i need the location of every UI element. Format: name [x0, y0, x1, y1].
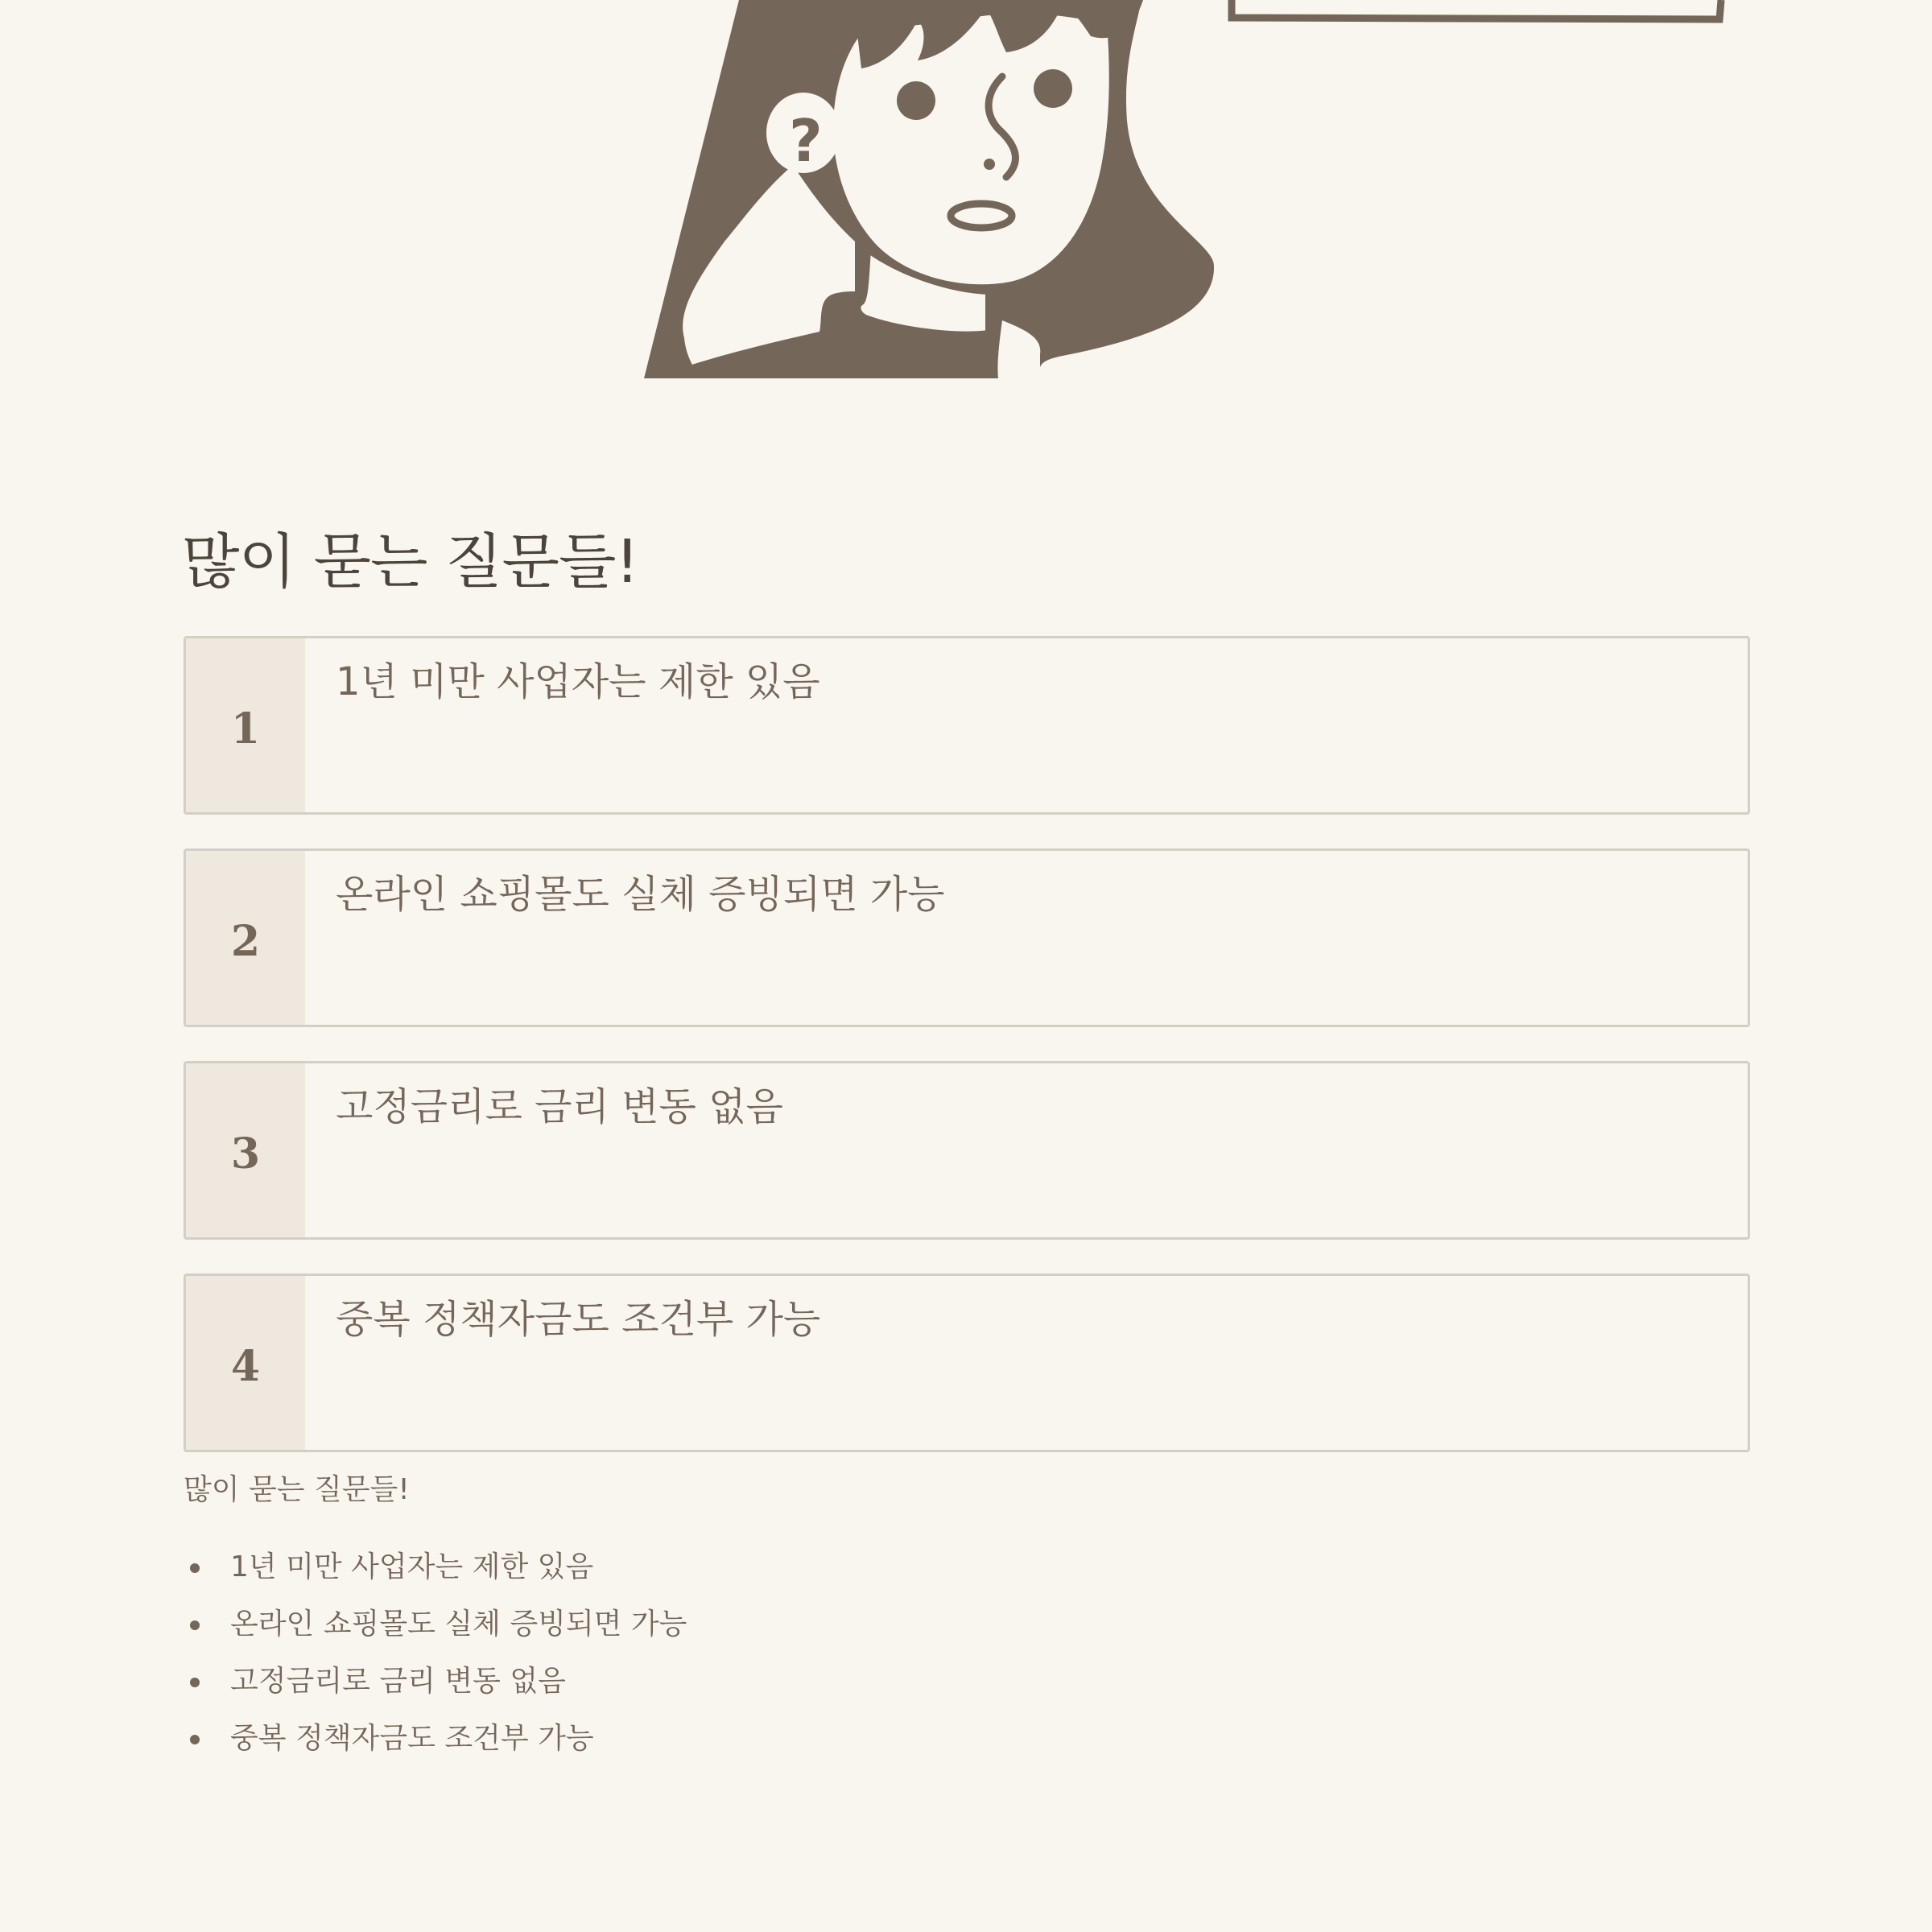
- summary-list: [184, 1547, 687, 1776]
- faq-answer: 고정금리로 금리 변동 없음: [336, 1084, 783, 1129]
- bullet-icon: [190, 1620, 200, 1630]
- right-eye: [1034, 69, 1072, 108]
- mouth-shape: [951, 204, 1012, 228]
- list-item-text: 중복 정책자금도 조건부 가능: [230, 1722, 594, 1755]
- list-item-text: 고정금리로 금리 변동 없음: [230, 1665, 566, 1698]
- confused-woman-illustration: [0, 0, 1932, 378]
- list-item: [184, 1547, 687, 1587]
- faq-list: [184, 636, 1750, 1486]
- left-eye: [897, 81, 935, 120]
- faq-answer: 중복 정책자금도 조건부 가능: [336, 1297, 821, 1342]
- faq-answer: 1년 미만 사업자는 제한 있음: [336, 659, 820, 704]
- list-item-text: 1년 미만 사업자는 제한 있음: [230, 1550, 594, 1583]
- faq-title: 많이 묻는 질문들!: [182, 527, 639, 597]
- faq-number: 1: [186, 638, 305, 812]
- faq-number: 4: [186, 1276, 305, 1450]
- faq-card: [184, 1274, 1750, 1452]
- summary-title: 많이 묻는 질문들!: [184, 1473, 410, 1506]
- list-item: [184, 1719, 687, 1759]
- faq-card: [184, 848, 1750, 1027]
- faq-answer: 온라인 쇼핑몰도 실체 증빙되면 가능: [336, 872, 945, 917]
- bullet-icon: [190, 1678, 200, 1687]
- question-mark-icon: ?: [789, 107, 823, 175]
- nose-dot: [984, 159, 995, 170]
- list-item: [184, 1662, 687, 1702]
- faq-card: [184, 636, 1750, 815]
- list-item: [184, 1604, 687, 1645]
- list-item-text: 온라인 쇼핑몰도 실체 증빙되면 가능: [230, 1608, 687, 1641]
- faq-number: 3: [186, 1063, 305, 1237]
- bullet-icon: [190, 1563, 200, 1573]
- faq-number: 2: [186, 851, 305, 1025]
- faq-card: [184, 1061, 1750, 1240]
- speech-panel-frame: [1232, 0, 1721, 19]
- bullet-icon: [190, 1735, 200, 1744]
